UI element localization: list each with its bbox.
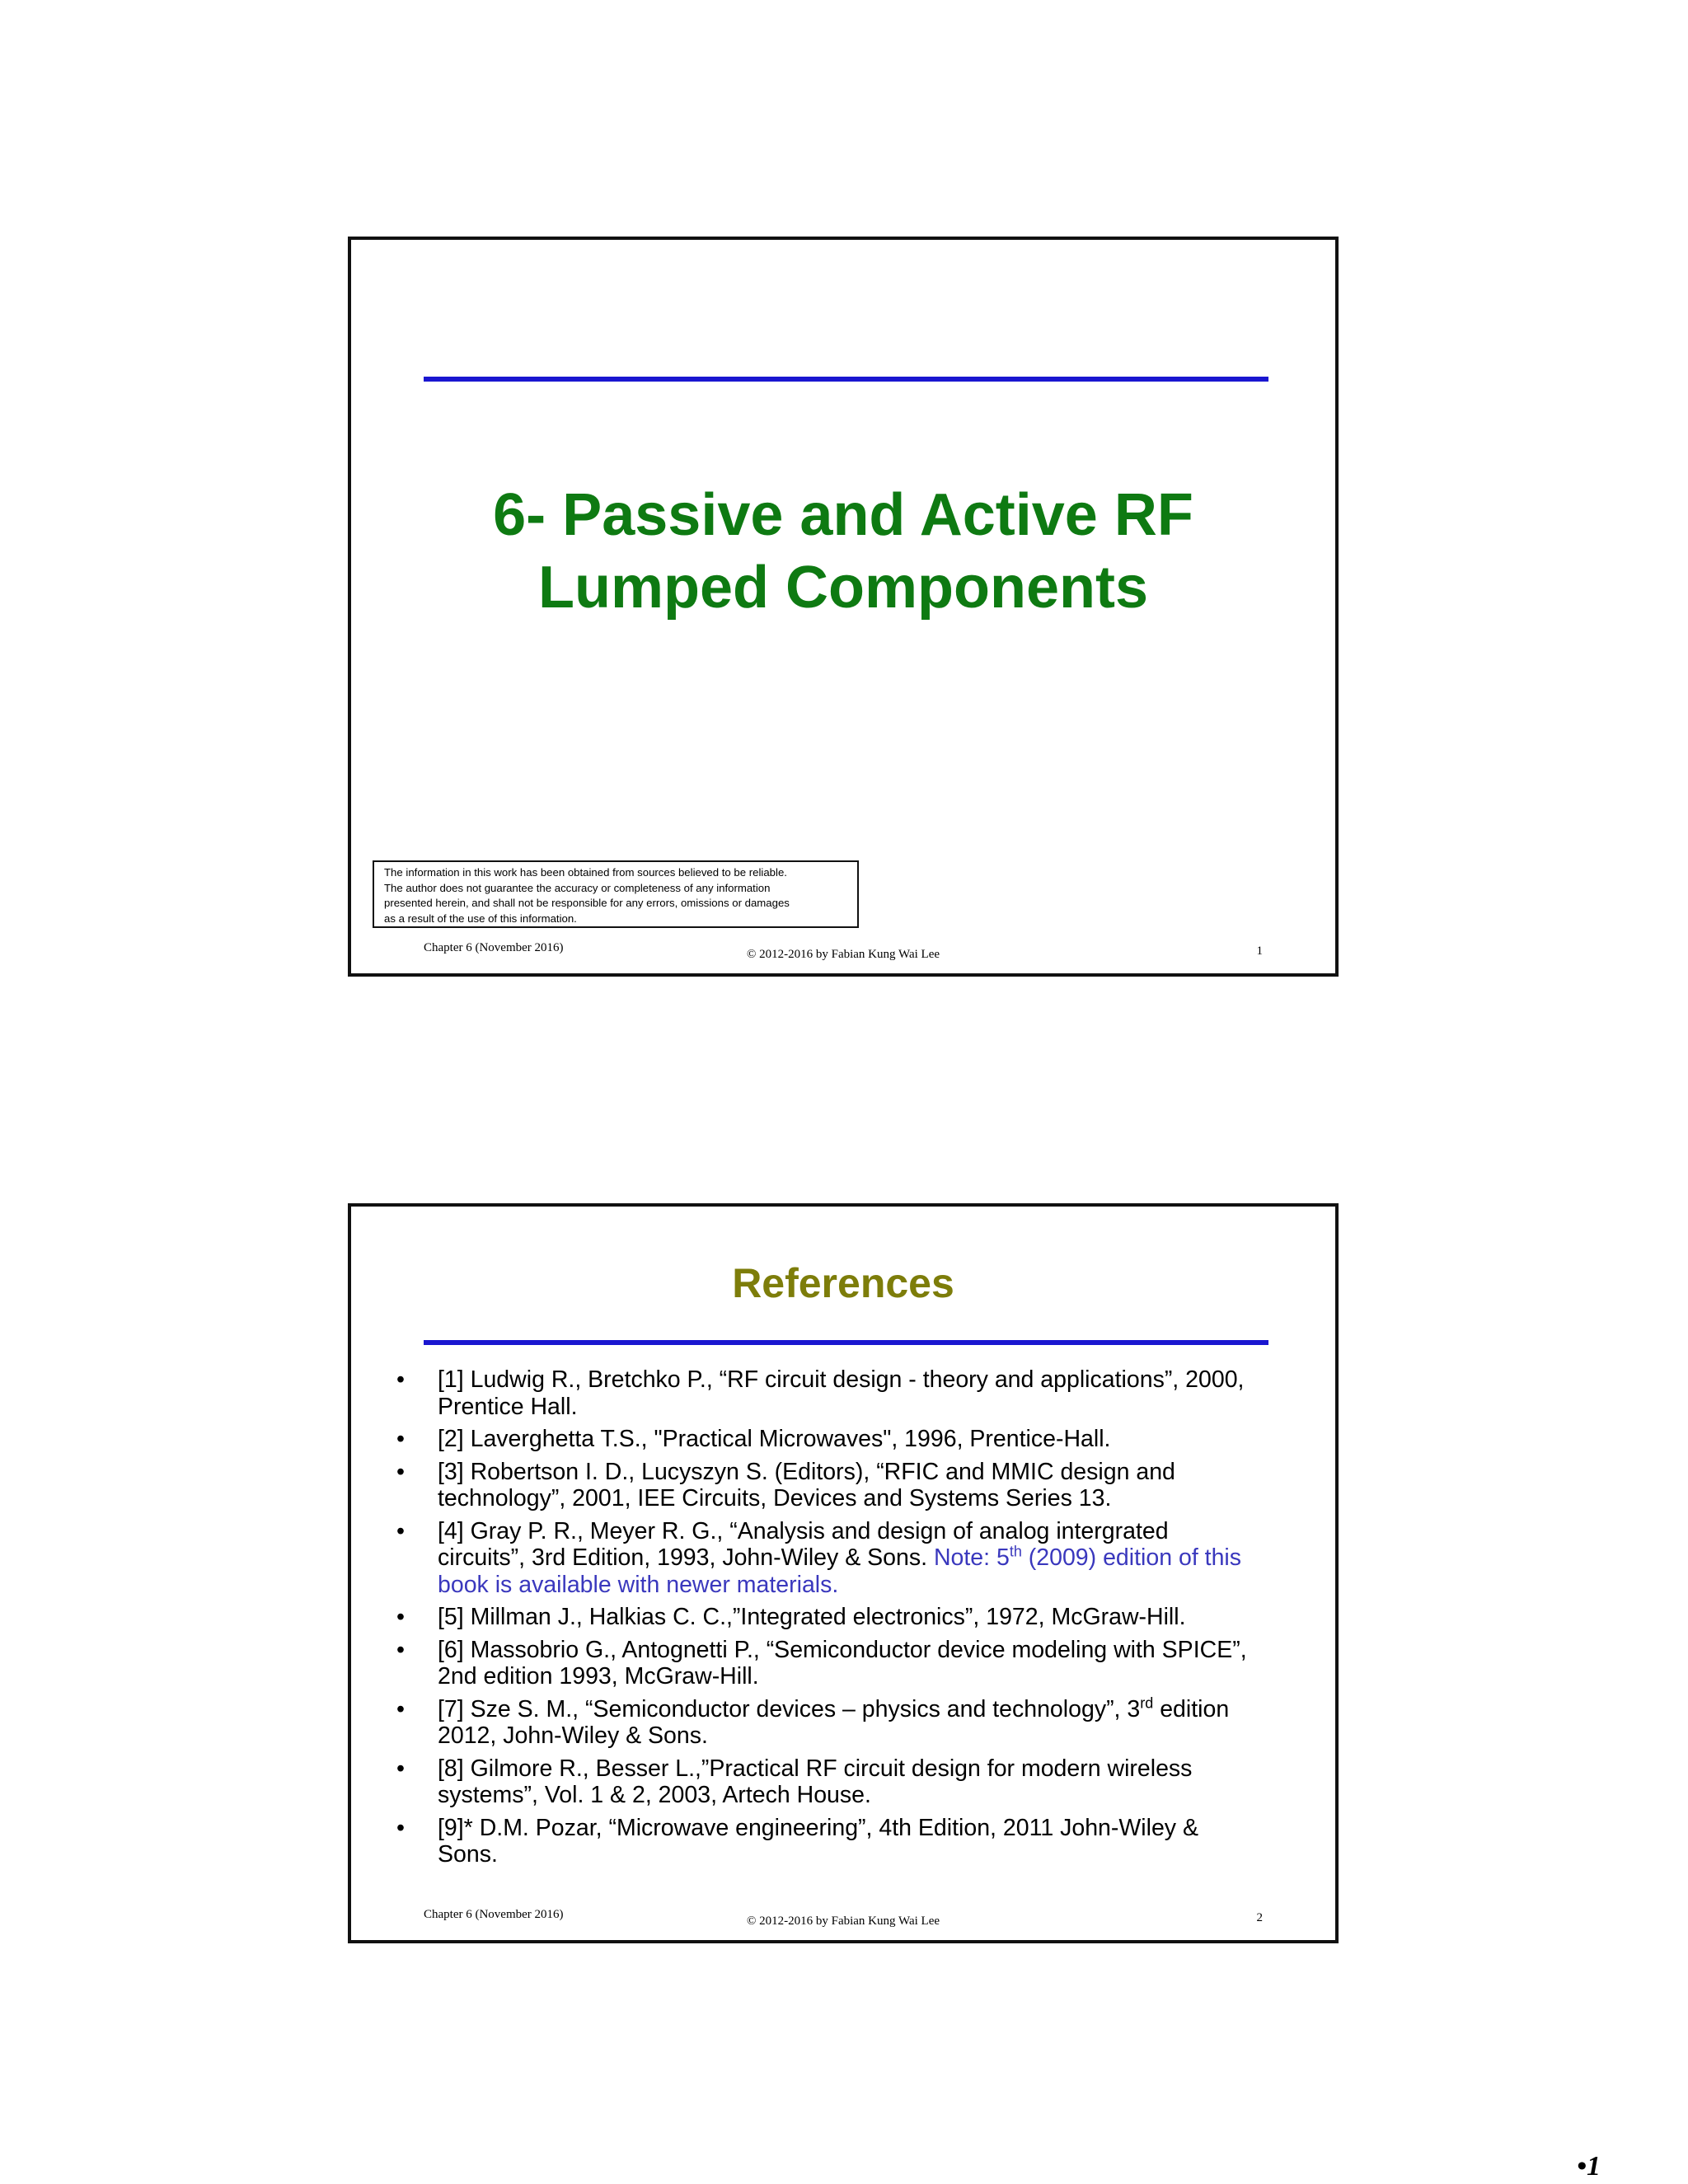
reference-line: technology”, 2001, IEE Circuits, Devices and Systems Series 13. [438, 1485, 1112, 1511]
reference-item [396, 1815, 1303, 1868]
footer-chapter: Chapter 6 (November 2016) [424, 941, 564, 954]
reference-line [438, 1696, 1303, 1723]
reference-line: 2nd edition 1993, McGraw-Hill. [438, 1663, 759, 1690]
disclaimer-line: The author does not guarantee the accuracy or completeness of any information [384, 881, 771, 894]
reference-line: • [5] Millman J., Halkias C. C.,”Integrated electronics”, 1972, McGraw-Hill. [438, 1604, 1186, 1630]
reference-line: Sons. [438, 1841, 498, 1868]
note-superscript: th [1009, 1543, 1022, 1560]
reference-item [396, 1637, 1303, 1690]
footer-copyright: © 2012-2016 by Fabian Kung Wai Lee [746, 948, 940, 961]
note-text: (2009) edition of this [1028, 1544, 1242, 1571]
reference-line [438, 1544, 1303, 1572]
reference-line: systems”, Vol. 1 & 2, 2003, Artech House. [438, 1782, 871, 1808]
page-marker: •1 [1577, 2151, 1601, 2182]
note-text: Note: 5 [933, 1544, 1010, 1571]
slide-title-line-1: 6- Passive and Active RF [493, 482, 1193, 548]
footer-page-number: 1 [1256, 944, 1263, 958]
title-rule [424, 377, 1268, 382]
slide-title-line-2: Lumped Components [538, 555, 1148, 621]
references-list [396, 1366, 1303, 1874]
reference-line: • [8] Gilmore R., Besser L.,”Practical RF circuit design for modern wireless [438, 1755, 1193, 1782]
reference-line: • [6] Massobrio G., Antognetti P., “Semiconductor device modeling with SPICE”, [438, 1636, 1247, 1663]
disclaimer-box [373, 860, 859, 928]
title-rule [424, 1340, 1268, 1345]
slide-2 [348, 1203, 1339, 1943]
reference-text: [7] Sze S. M., “Semiconductor devices – physics and technology”, 3 [438, 1695, 1141, 1722]
reference-line: Prentice Hall. [438, 1393, 578, 1420]
references-title: References [732, 1260, 954, 1306]
reference-text: circuits”, 3rd Edition, 1993, John-Wiley & Sons. [438, 1544, 928, 1571]
reference-item [396, 1426, 1303, 1453]
reference-item [396, 1604, 1303, 1631]
disclaimer-line: The information in this work has been obtained from sources believed to be reliable. [384, 866, 787, 879]
footer-page-number: 2 [1256, 1911, 1263, 1924]
reference-line: • [2] Laverghetta T.S., "Practical Microwaves", 1996, Prentice-Hall. [438, 1426, 1111, 1452]
reference-item [396, 1366, 1303, 1420]
reference-line: • [9]* D.M. Pozar, “Microwave engineering”, 4th Edition, 2011 John-Wiley & [438, 1814, 1198, 1841]
reference-line: • [3] Robertson I. D., Lucyszyn S. (Editors), “RFIC and MMIC design and [438, 1458, 1175, 1485]
reference-item [396, 1755, 1303, 1809]
disclaimer-line: as a result of the use of this information. [384, 912, 577, 925]
reference-item [396, 1459, 1303, 1512]
footer-copyright: © 2012-2016 by Fabian Kung Wai Lee [746, 1915, 940, 1928]
reference-line: 2012, John-Wiley & Sons. [438, 1722, 708, 1749]
reference-item [396, 1696, 1303, 1750]
slide-1 [348, 237, 1339, 977]
disclaimer-line: presented herein, and shall not be responsible for any errors, omissions or damages [384, 897, 790, 909]
reference-line: • [4] Gray P. R., Meyer R. G., “Analysis and design of analog intergrated [438, 1517, 1169, 1544]
reference-note [934, 1544, 1241, 1571]
reference-text: edition [1160, 1695, 1230, 1722]
reference-superscript: rd [1140, 1694, 1154, 1711]
slide-title [351, 479, 1335, 624]
reference-note-line: book is available with newer materials. [438, 1571, 839, 1598]
reference-line: • [1] Ludwig R., Bretchko P., “RF circuit design - theory and applications”, 2000, [438, 1366, 1245, 1393]
footer-chapter: Chapter 6 (November 2016) [424, 1908, 564, 1921]
reference-item [396, 1518, 1303, 1599]
